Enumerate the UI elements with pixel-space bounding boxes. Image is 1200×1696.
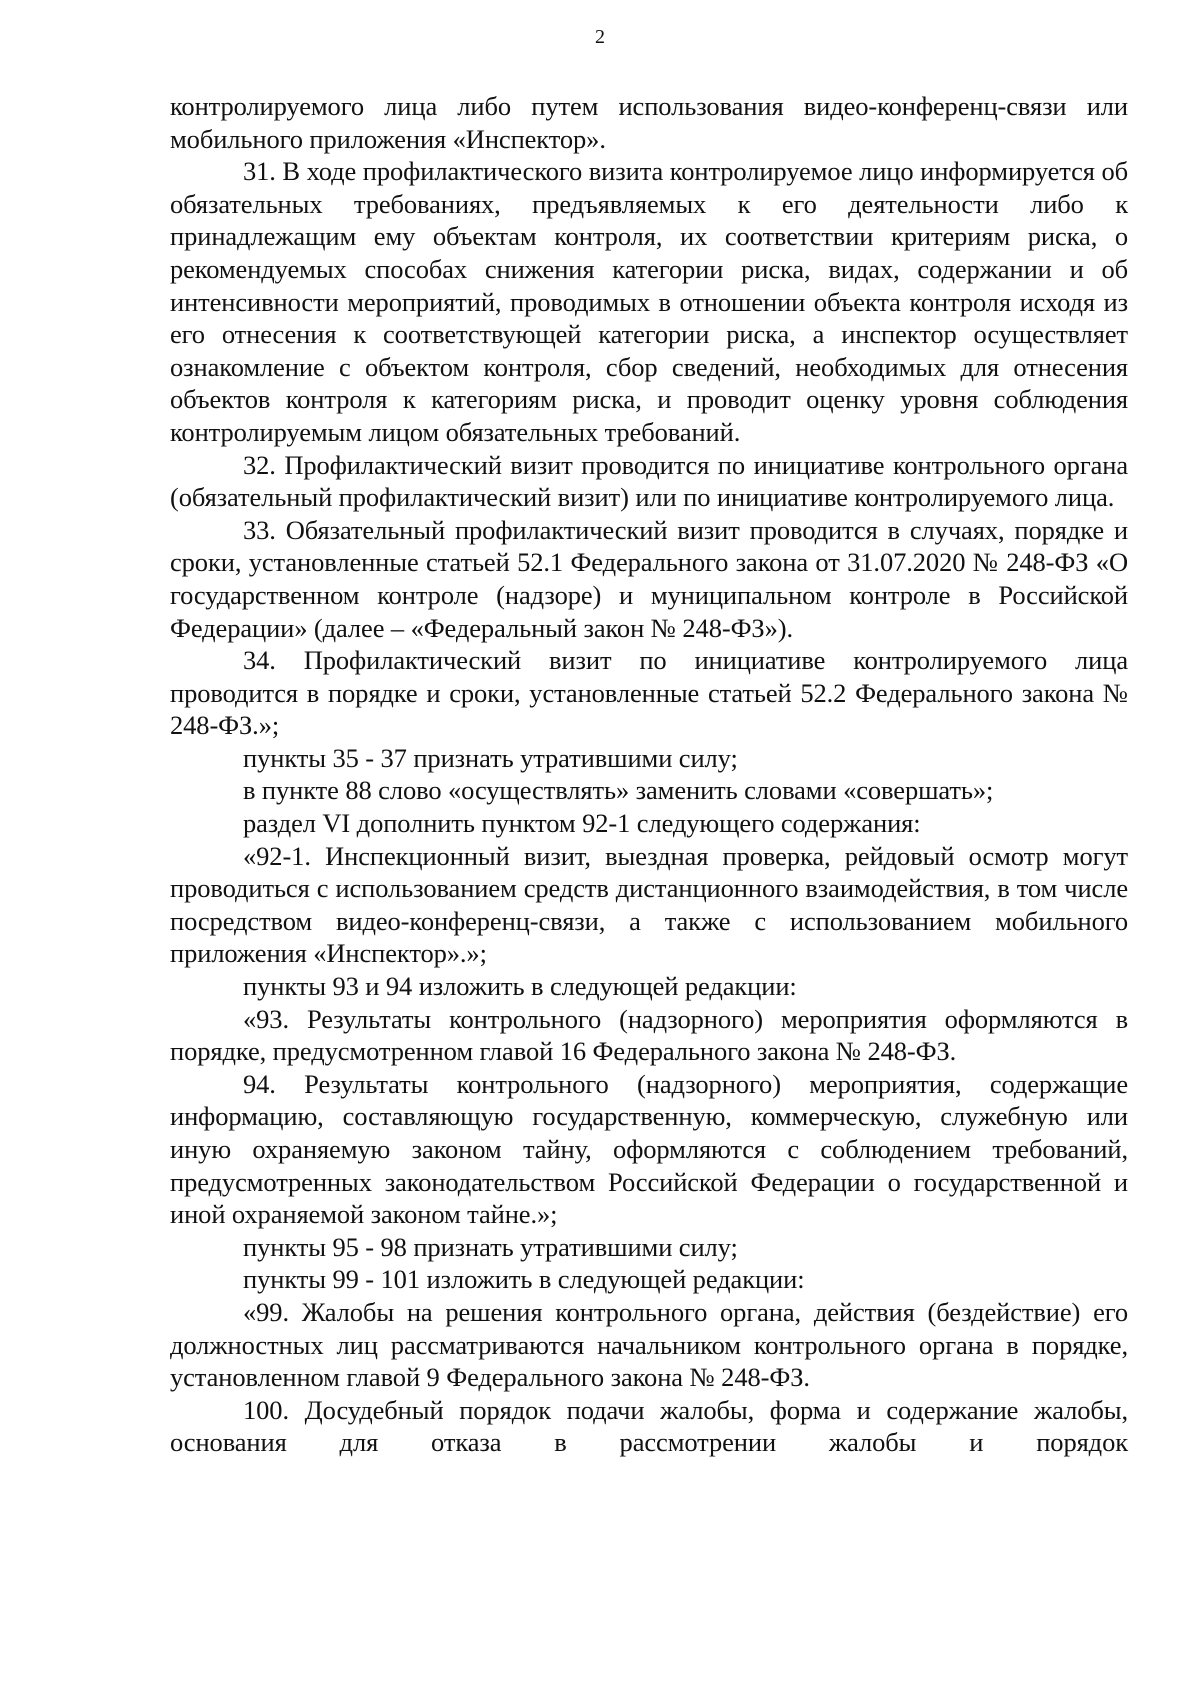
paragraph-33: 33. Обязательный профилактический визит проводится в случаях, порядке и сроки, установленные статьей 52.1 Федерального закона от 31.07.2020 № 248-ФЗ «О государственном контроле (надзоре) и муниципальном контроле в Российской Федерации» (далее – «Федеральный закон № 248-ФЗ»). (170, 514, 1128, 643)
paragraph-amend-99-101: пункты 99 - 101 изложить в следующей редакции: (243, 1264, 805, 1295)
paragraph-94: 94. Результаты контрольного (надзорного) мероприятия, содержащие информацию, составляющую государственную, коммерческую, служебную или иную охраняемую законом тайну, оформляются с соблюдением требований, предусмотренных законодательством Российской Федерации о государственной и иной охраняемой законом тайне.»; (170, 1068, 1128, 1230)
paragraph-34: 34. Профилактический визит по инициативе контролируемого лица проводится в порядке и сроки, установленные статьей 52.2 Федерального закона № 248-ФЗ.»; (170, 645, 1128, 741)
paragraph-amend-88: в пункте 88 слово «осуществлять» заменить словами «совершать»; (243, 775, 994, 806)
paragraph-31: 31. В ходе профилактического визита контролируемое лицо информируется об обязательных требованиях, предъявляемых к его деятельности либо к принадлежащим ему объектам контроля, их соответствии критериям риска, о рекомендуемых способах снижения категории риска, видах, содержании и об интенсивности мероприятий, проводимых в отношении объекта контроля исходя из его отнесения к соответствующей категории риска, а инспектор осуществляет ознакомление с объектом контроля, сбор сведений, необходимых для отнесения объектов контроля к категориям риска, и проводит оценку уровня соблюдения контролируемым лицом обязательных требований. (170, 156, 1128, 447)
paragraph-amend-section-vi: раздел VI дополнить пунктом 92-1 следующего содержания: (243, 808, 921, 839)
page-number: 2 (595, 26, 605, 48)
paragraph-amend-35-37: пункты 35 - 37 признать утратившими силу; (243, 742, 738, 773)
paragraph-100: 100. Досудебный порядок подачи жалобы, форма и содержание жалобы, основания для отказа в рассмотрении жалобы и порядок (170, 1394, 1128, 1458)
paragraph-99: «99. Жалобы на решения контрольного органа, действия (бездействие) его должностных лиц рассматриваются начальником контрольного органа в порядке, установленном главой 9 Федерального закона № 248-ФЗ. (170, 1296, 1128, 1393)
paragraph-32: 32. Профилактический визит проводится по инициативе контрольного органа (обязательный профилактический визит) или по инициативе контролируемого лица. (170, 449, 1128, 513)
document-body (170, 90, 1128, 1459)
paragraph-92-1: «92-1. Инспекционный визит, выездная проверка, рейдовый осмотр могут проводиться с использованием средств дистанционного взаимодействия, в том числе посредством видео-конференц-связи, а также с использованием мобильного приложения «Инспектор».»; (170, 840, 1128, 969)
paragraph-amend-93-94: пункты 93 и 94 изложить в следующей редакции: (243, 971, 797, 1002)
paragraph-amend-95-98: пункты 95 - 98 признать утратившими силу; (243, 1231, 738, 1262)
paragraph-continuation: контролируемого лица либо путем использования видео-конференц-связи или мобильного приложения «Инспектор». (170, 91, 1128, 154)
paragraph-93: «93. Результаты контрольного (надзорного) мероприятия оформляются в порядке, предусмотренном главой 16 Федерального закона № 248-ФЗ. (170, 1003, 1128, 1067)
